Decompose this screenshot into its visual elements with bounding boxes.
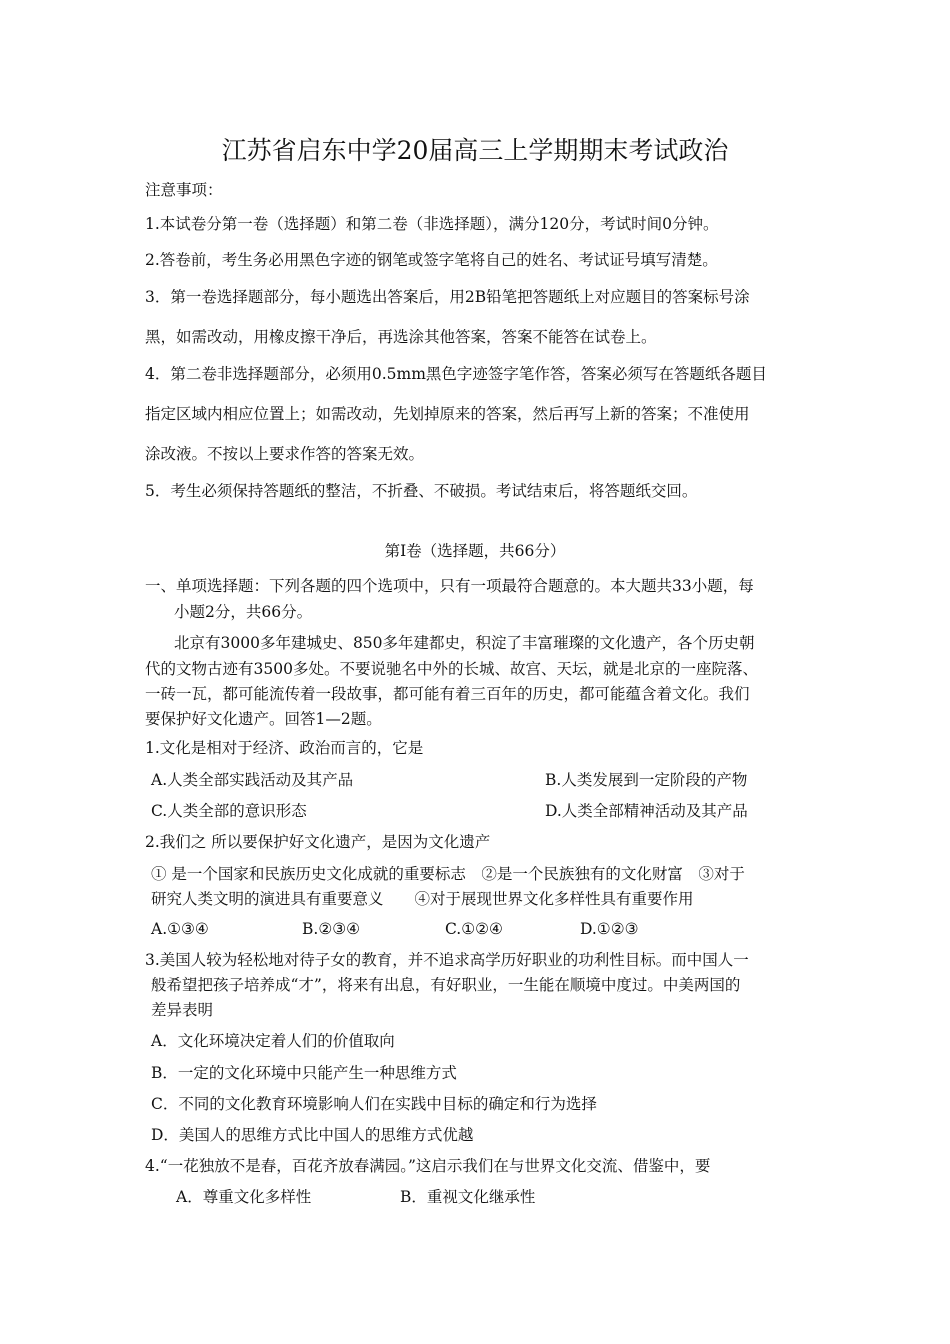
question-3-stem-cont: 般希望把孩子培养成“才”，将来有出息，有好职业，一生能在顺境中度过。中美两国的 bbox=[151, 976, 741, 994]
passage-line-3: 一砖一瓦，都可能流传着一段故事，都可能有着三百年的历史，都可能蕴含着文化。我们 bbox=[145, 685, 750, 703]
question-2-option-c: C.①②④ bbox=[445, 920, 503, 938]
notice-heading: 注意事项： bbox=[145, 181, 223, 199]
question-2-stem: 2.我们之 所以要保护好文化遗产，是因为文化遗产 bbox=[145, 833, 491, 851]
notice-item-1: 1.本试卷分第一卷（选择题）和第二卷（非选择题），满分120分，考试时间0分钟。 bbox=[145, 215, 719, 233]
question-3-option-d: D．美国人的思维方式比中国人的思维方式优越 bbox=[151, 1126, 474, 1144]
section-title: 第Ⅰ卷（选择题，共66分） bbox=[384, 542, 566, 560]
question-3-stem: 3.美国人较为轻松地对待子女的教育，并不追求高学历好职业的功利性目标。而中国人一 bbox=[145, 951, 749, 969]
passage-line-4: 要保护好文化遗产。回答1—2题。 bbox=[145, 710, 382, 728]
page-title: 江苏省启东中学20届高三上学期期末考试政治 bbox=[221, 136, 729, 165]
question-4-option-a: A．尊重文化多样性 bbox=[176, 1188, 312, 1206]
notice-item-4-cont2: 涂改液。不按以上要求作答的答案无效。 bbox=[145, 445, 425, 463]
notice-item-5: 5．考生必须保持答题纸的整洁，不折叠、不破损。考试结束后，将答题纸交回。 bbox=[145, 482, 698, 500]
question-3-option-a: A．文化环境决定着人们的价值取向 bbox=[151, 1032, 395, 1050]
question-2-option-d: D.①②③ bbox=[580, 920, 639, 938]
question-2-statements: ① 是一个国家和民族历史文化成就的重要标志 ②是一个民族独有的文化财富 ③对于 bbox=[151, 865, 745, 883]
question-3-option-b: B．一定的文化环境中只能产生一种思维方式 bbox=[151, 1064, 457, 1082]
passage-line-2: 代的文物古迹有3500多处。不要说驰名中外的长城、故宫、天坛，就是北京的一座院落、 bbox=[145, 660, 758, 678]
question-4-stem: 4.“一花独放不是春，百花齐放春满园。”这启示我们在与世界文化交流、借鉴中，要 bbox=[145, 1157, 711, 1175]
notice-item-3: 3．第一卷选择题部分，每小题选出答案后，用2B铅笔把答题纸上对应题目的答案标号涂 bbox=[145, 288, 750, 306]
notice-item-2: 2.答卷前，考生务必用黑色字迹的钢笔或签字笔将自己的姓名、考试证号填写清楚。 bbox=[145, 251, 718, 269]
question-1-option-a: A.人类全部实践活动及其产品 bbox=[151, 771, 354, 789]
question-2-statements-cont: 研究人类文明的演进具有重要意义 ④对于展现世界文化多样性具有重要作用 bbox=[151, 890, 694, 908]
passage-line-1: 北京有3000多年建城史、850多年建都史，积淀了丰富璀璨的文化遗产，各个历史朝 bbox=[174, 634, 755, 652]
part1-instruction-cont: 小题2分，共66分。 bbox=[174, 603, 313, 621]
notice-item-3-cont: 黑，如需改动，用橡皮擦干净后，再选涂其他答案，答案不能答在试卷上。 bbox=[145, 328, 657, 346]
question-1-option-d: D.人类全部精神活动及其产品 bbox=[545, 802, 748, 820]
notice-item-4-cont: 指定区域内相应位置上；如需改动，先划掉原来的答案，然后再写上新的答案；不准使用 bbox=[145, 405, 750, 423]
question-3-option-c: C．不同的文化教育环境影响人们在实践中目标的确定和行为选择 bbox=[151, 1095, 597, 1113]
part1-instruction: 一、单项选择题：下列各题的四个选项中，只有一项最符合题意的。本大题共33小题，每 bbox=[145, 577, 754, 595]
question-4-option-b: B．重视文化继承性 bbox=[400, 1188, 536, 1206]
notice-item-4: 4．第二卷非选择题部分，必须用0.5mm黑色字迹签字笔作答，答案必须写在答题纸各题目 bbox=[145, 365, 767, 383]
question-2-option-b: B.②③④ bbox=[302, 920, 361, 938]
question-1-option-b: B.人类发展到一定阶段的产物 bbox=[545, 771, 748, 789]
question-1-stem: 1.文化是相对于经济、政治而言的，它是 bbox=[145, 739, 424, 757]
question-1-option-c: C.人类全部的意识形态 bbox=[151, 802, 307, 820]
question-3-stem-cont2: 差异表明 bbox=[151, 1001, 214, 1019]
question-2-option-a: A.①③④ bbox=[151, 920, 209, 938]
